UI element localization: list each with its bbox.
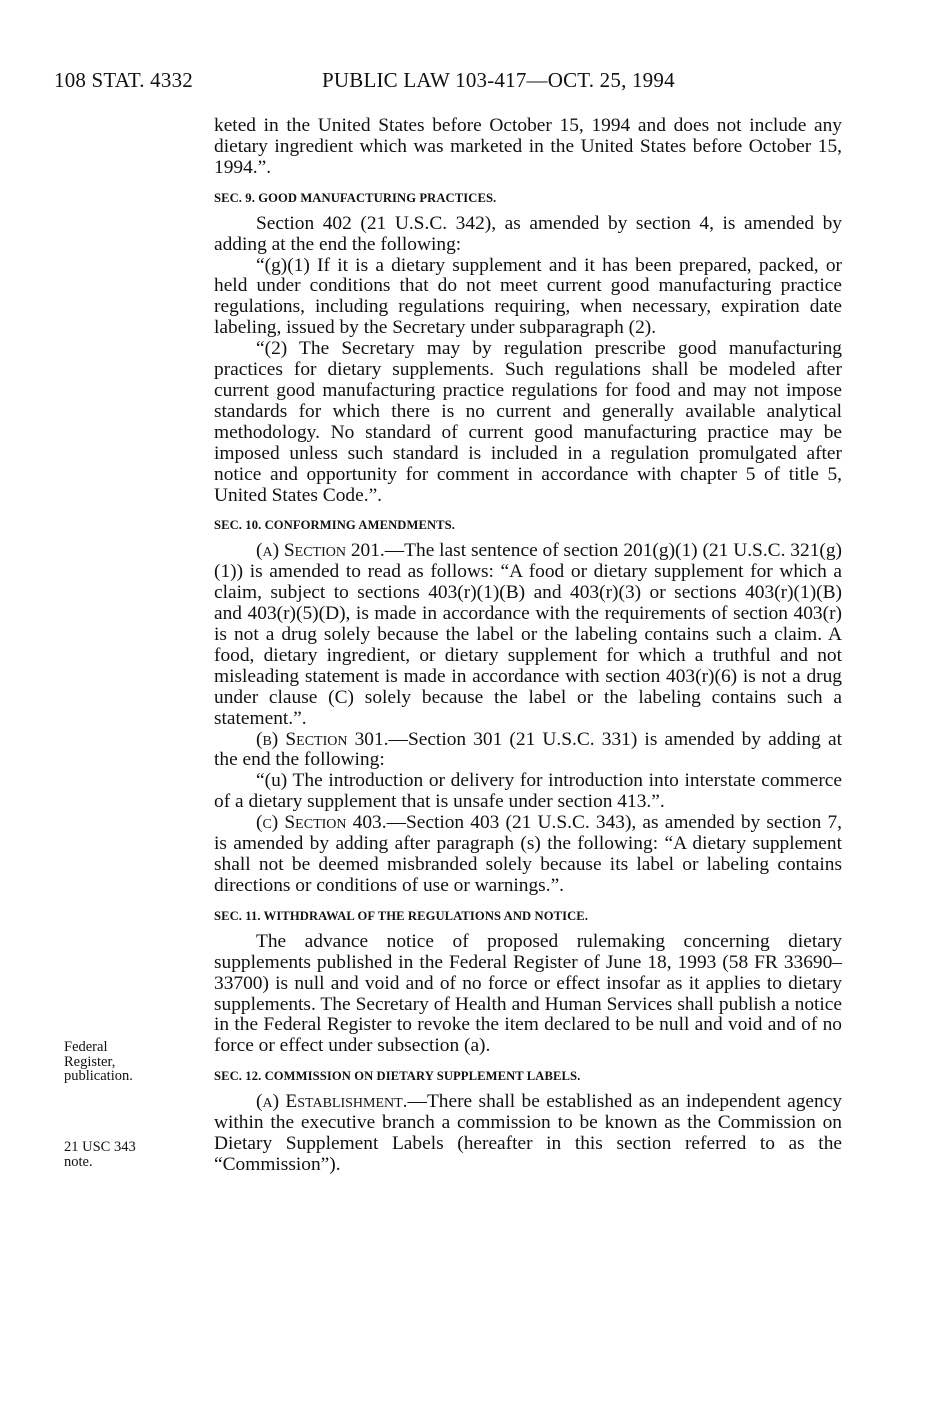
- paragraph: “(u) The introduction or delivery for introduction into interstate commerce of a dietary supplement that is unsafe under section 413.”.: [214, 770, 842, 813]
- running-title: PUBLIC LAW 103-417—OCT. 25, 1994: [322, 68, 675, 92]
- margin-note-line: note.: [64, 1153, 93, 1170]
- section-heading-11: SEC. 11. WITHDRAWAL OF THE REGULATIONS AND NOTICE.: [214, 908, 589, 923]
- section-heading-9: SEC. 9. GOOD MANUFACTURING PRACTICES.: [214, 190, 497, 205]
- page-reference: 108 STAT. 4332: [54, 68, 193, 92]
- section-heading-10: SEC. 10. CONFORMING AMENDMENTS.: [214, 518, 455, 533]
- margin-note-line: Register,: [64, 1053, 116, 1070]
- paragraph: [214, 813, 842, 897]
- page-header: [54, 68, 675, 93]
- subsection-label: (a) Section 201.: [256, 540, 385, 562]
- continued-paragraph: keted in the United States before October 15, 1994 and does not include any dietary ingredient which was marketed in the United States before October 15, 1994.”.: [214, 115, 842, 178]
- paragraph: The advance notice of proposed rulemaking concerning dietary supplements published in the Federal Register of June 18, 1993 (58 FR 33690–33700) is null and void and of no force or effect insofar as it applies to dietary supplements. The Secretary of Health and Human Services shall publish a notice in the Federal Register to revoke the item declared to be null and void and of no force or effect under subsection (a).: [214, 930, 842, 1057]
- paragraph: [214, 1092, 842, 1176]
- subsection-label: (c) Section 403.: [256, 812, 387, 834]
- margin-note-federal-register: [64, 1040, 133, 1084]
- subsection-text: —Section 301 (21 U.S.C. 331) is amended by adding at the end the following:: [214, 728, 842, 771]
- subsection-label: (a) Establishment.: [256, 1091, 408, 1113]
- margin-note-line: 21 USC 343: [64, 1139, 136, 1155]
- subsection-label: (b) Section 301.: [256, 728, 389, 750]
- section-heading-12: SEC. 12. COMMISSION ON DIETARY SUPPLEMENT LABELS.: [214, 1069, 581, 1084]
- paragraph: Section 402 (21 U.S.C. 342), as amended by section 4, is amended by adding at the end the following:: [214, 212, 842, 255]
- paragraph: [214, 730, 842, 772]
- paragraph: “(g)(1) If it is a dietary supplement and it has been prepared, packed, or held under conditions that do not meet current good manufacturing practice regulations, including regulations requiring, when necessary, expiration date labeling, issued by the Secretary under subparagraph (2).: [214, 254, 842, 339]
- main-text: [214, 116, 842, 1176]
- paragraph: “(2) The Secretary may by regulation prescribe good manufacturing practices for dietary supplements. Such regulations shall be modeled after current good manufacturing practice regulations for food and may not impose standards for which there is no current and generally available analytical methodology. No standard of current good manufacturing practice may be imposed unless such standard is included in a regulation promulgated after notice and opportunity for comment in accordance with chapter 5 of title 5, United States Code.”.: [214, 338, 842, 506]
- margin-note-line: Federal: [64, 1039, 108, 1055]
- subsection-text: —The last sentence of section 201(g)(1) (21 U.S.C. 321(g)(1)) is amended to read as follows: “A food or dietary supplement for which a claim, subject to sections 403(r)(1)(B) and 403(r)(3) or sections 403(r)(1)(B) and 403(r)(5)(D), is made in accordance with the requirements of section 403(r) is not a drug solely because the label or the labeling contains such a claim. A food, dietary ingredient, or dietary supplement for which a truthful and not misleading statement is made in accordance with section 403(r)(6) is not a drug under clause (C) solely because the label or the labeling contains such a statement.”.: [214, 540, 843, 729]
- margin-note-usc: [64, 1140, 136, 1169]
- subsection-text: —Section 403 (21 U.S.C. 343), as amended by section 7, is amended by adding after paragraph (s) the following: “A dietary supplement shall not be deemed misbranded solely because its label or labeling contains directions or conditions of use or warnings.”.: [214, 812, 842, 896]
- paragraph: [214, 541, 842, 729]
- margin-note-line: publication.: [64, 1068, 133, 1084]
- subsection-text: —There shall be established as an independent agency within the executive branch a commission to be known as the Commission on Dietary Supplement Labels (hereafter in this section referred to as the “Commission”).: [214, 1091, 842, 1175]
